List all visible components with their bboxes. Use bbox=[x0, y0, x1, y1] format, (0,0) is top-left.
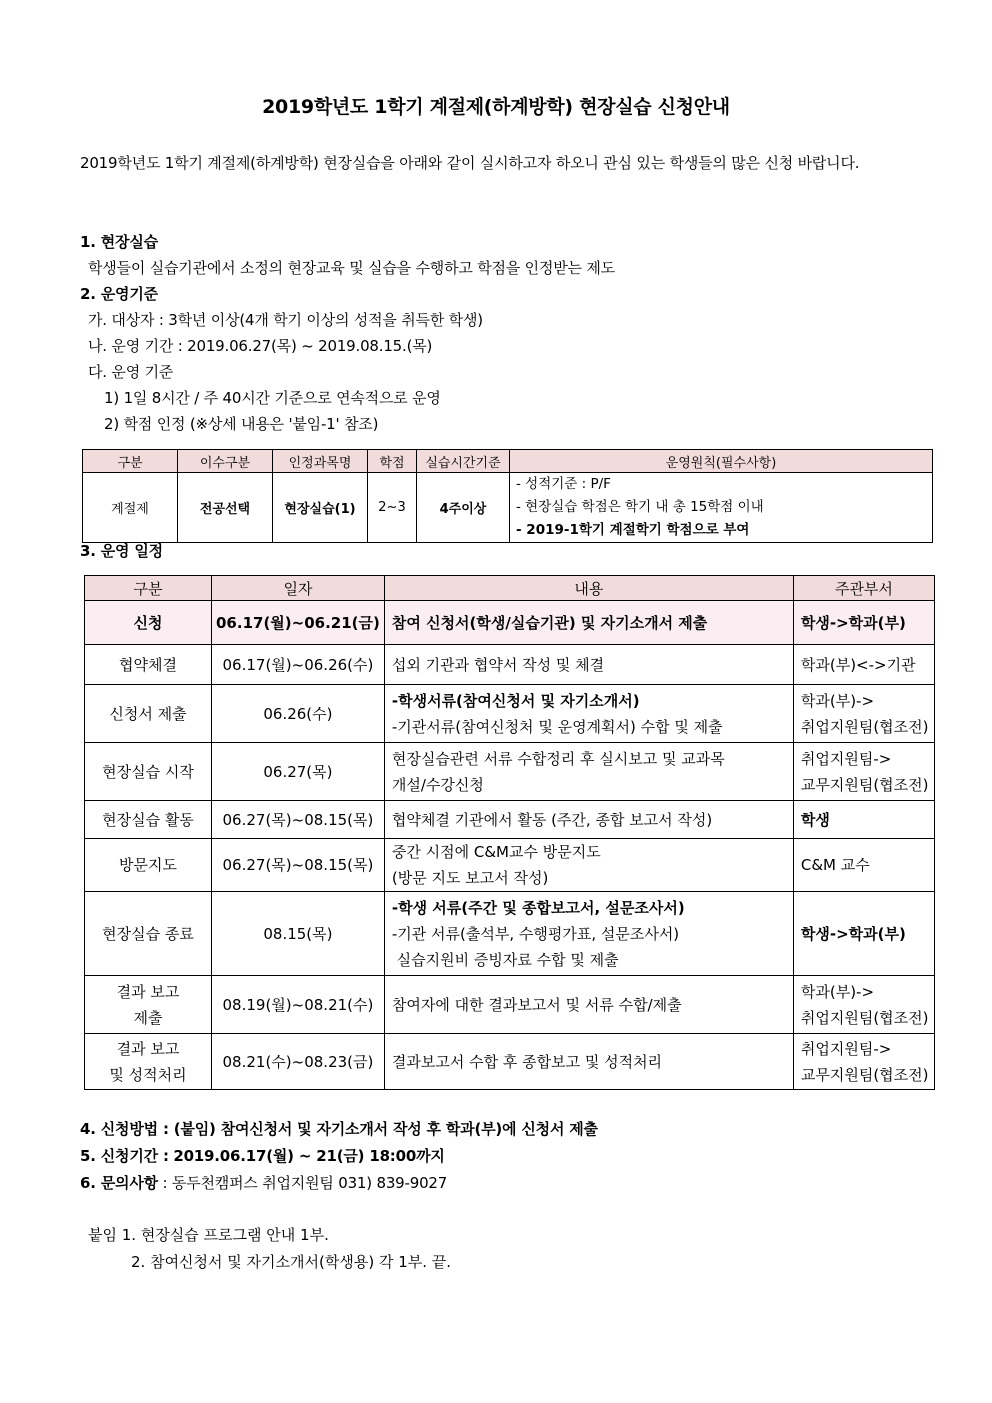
schedule-dept bbox=[793, 839, 934, 892]
schedule-row bbox=[85, 743, 935, 801]
schedule-gubun-line: 결과 보고 bbox=[116, 1039, 180, 1058]
credit-header-cell: 실습시간기준 bbox=[417, 450, 510, 473]
schedule-date: 06.17(월)~06.26(수) bbox=[212, 645, 385, 685]
credit-table-row bbox=[83, 473, 933, 543]
schedule-dept-line: 학과(부)<->기관 bbox=[800, 655, 916, 674]
document-title: 2019학년도 1학기 계절제(하계방학) 현장실습 신청안내 bbox=[262, 96, 730, 118]
schedule-content-line: -학생 서류(주간 및 종합보고서, 설문조사서) bbox=[391, 898, 685, 917]
schedule-content-line: (방문 지도 보고서 작성) bbox=[391, 869, 549, 887]
section-4-label: 4. 신청방법 : bbox=[80, 1120, 169, 1138]
schedule-dept bbox=[793, 892, 934, 976]
schedule-row bbox=[85, 1034, 935, 1090]
schedule-dept bbox=[793, 601, 934, 645]
schedule-row bbox=[85, 892, 935, 976]
credit-rule-3: - 2019-1학기 계절학기 학점으로 부여 bbox=[516, 522, 750, 538]
schedule-date: 06.17(월)~06.21(금) bbox=[212, 601, 385, 645]
schedule-row bbox=[85, 801, 935, 839]
schedule-content bbox=[384, 685, 793, 743]
schedule-dept-line: 학생 bbox=[800, 810, 830, 829]
schedule-content-line: -기관 서류(출석부, 수행평가표, 설문조사서) bbox=[391, 924, 680, 943]
schedule-row bbox=[85, 685, 935, 743]
section-5-value: 2019.06.17(월) ~ 21(금) 18:00까지 bbox=[173, 1147, 445, 1165]
schedule-content bbox=[384, 801, 793, 839]
attachment-line-1: 붙임 1. 현장실습 프로그램 안내 1부. bbox=[88, 1226, 329, 1244]
schedule-content-line: 협약체결 기관에서 활동 (주간, 종합 보고서 작성) bbox=[391, 810, 713, 829]
schedule-content-line: 섭외 기관과 협약서 작성 및 체결 bbox=[391, 655, 605, 674]
section-4-value: (붙임) 참여신청서 및 자기소개서 작성 후 학과(부)에 신청서 제출 bbox=[173, 1120, 598, 1138]
schedule-gubun-line: 결과 보고 bbox=[116, 982, 180, 1001]
schedule-content-line: 실습지원비 증빙자료 수합 및 제출 bbox=[391, 950, 619, 969]
credit-table-header bbox=[83, 450, 933, 473]
section-2-na: 나. 운영 기간 : 2019.06.27(목) ~ 2019.08.15.(목) bbox=[88, 337, 433, 355]
schedule-gubun bbox=[85, 801, 212, 839]
schedule-header-cell: 구분 bbox=[85, 576, 212, 601]
schedule-gubun bbox=[85, 1034, 212, 1090]
schedule-dept-line: 교무지원팀(협조전) bbox=[800, 775, 929, 794]
schedule-dept-line: 취업지원팀-> bbox=[800, 749, 892, 768]
section-2-ga: 가. 대상자 : 3학년 이상(4개 학기 이상의 성적을 취득한 학생) bbox=[88, 311, 483, 329]
schedule-content-line: -학생서류(참여신청서 및 자기소개서) bbox=[391, 691, 640, 710]
schedule-gubun-line: 협약체결 bbox=[119, 655, 177, 674]
credit-header-cell: 인정과목명 bbox=[273, 450, 368, 473]
schedule-dept-line: C&M 교수 bbox=[800, 856, 870, 874]
schedule-content-line: 결과보고서 수합 후 종합보고 및 성적처리 bbox=[391, 1052, 663, 1071]
schedule-gubun bbox=[85, 601, 212, 645]
credit-header-cell: 이수구분 bbox=[178, 450, 273, 473]
credit-header-cell: 운영원칙(필수사항) bbox=[510, 450, 933, 473]
schedule-header-cell: 내용 bbox=[384, 576, 793, 601]
section-2-heading: 2. 운영기준 bbox=[80, 285, 158, 303]
schedule-row bbox=[85, 839, 935, 892]
schedule-dept-line: 취업지원팀(협조전) bbox=[800, 1008, 929, 1027]
schedule-gubun bbox=[85, 685, 212, 743]
schedule-gubun-line: 제출 bbox=[133, 1008, 163, 1027]
credit-category: 전공선택 bbox=[178, 473, 273, 543]
schedule-content bbox=[384, 1034, 793, 1090]
credit-table bbox=[82, 449, 933, 543]
schedule-dept-line: 학생->학과(부) bbox=[800, 613, 906, 632]
schedule-date: 06.26(수) bbox=[212, 685, 385, 743]
schedule-dept bbox=[793, 645, 934, 685]
section-1 bbox=[80, 229, 615, 437]
schedule-row bbox=[85, 976, 935, 1034]
schedule-content-line: 중간 시점에 C&M교수 방문지도 bbox=[391, 843, 601, 861]
schedule-content-line: 참여자에 대한 결과보고서 및 서류 수합/제출 bbox=[391, 995, 682, 1014]
schedule-date: 08.19(월)~08.21(수) bbox=[212, 976, 385, 1034]
schedule-dept-line: 학생->학과(부) bbox=[800, 924, 906, 943]
schedule-dept bbox=[793, 1034, 934, 1090]
credit-type: 계절제 bbox=[83, 473, 178, 543]
schedule-content-line: 참여 신청서(학생/실습기관) 및 자기소개서 제출 bbox=[391, 613, 708, 632]
attachment-line-2: 2. 참여신청서 및 자기소개서(학생용) 각 1부. 끝. bbox=[131, 1253, 452, 1271]
schedule-header-cell: 일자 bbox=[212, 576, 385, 601]
schedule-gubun bbox=[85, 743, 212, 801]
schedule-row bbox=[85, 601, 935, 645]
schedule-gubun bbox=[85, 645, 212, 685]
schedule-content bbox=[384, 839, 793, 892]
schedule-gubun-line: 현장실습 시작 bbox=[102, 762, 194, 781]
credit-credits: 2~3 bbox=[368, 473, 417, 543]
schedule-gubun bbox=[85, 839, 212, 892]
intro-paragraph: 2019학년도 1학기 계절제(하계방학) 현장실습을 아래와 같이 실시하고자 하오니 관심 있는 학생들의 많은 신청 바랍니다. bbox=[80, 154, 860, 172]
credit-rule-2: - 현장실습 학점은 학기 내 총 15학점 이내 bbox=[516, 499, 764, 515]
schedule-dept-line: 교무지원팀(협조전) bbox=[800, 1065, 929, 1084]
schedule-date: 06.27(목) bbox=[212, 743, 385, 801]
schedule-content bbox=[384, 743, 793, 801]
schedule-gubun bbox=[85, 892, 212, 976]
credit-hours: 4주이상 bbox=[417, 473, 510, 543]
schedule-dept bbox=[793, 685, 934, 743]
credit-header-cell: 구분 bbox=[83, 450, 178, 473]
schedule-content bbox=[384, 976, 793, 1034]
schedule-gubun-line: 신청서 제출 bbox=[109, 704, 187, 723]
schedule-content bbox=[384, 645, 793, 685]
schedule-gubun-line: 현장실습 종료 bbox=[102, 924, 194, 943]
section-3-heading: 3. 운영 일정 bbox=[80, 542, 163, 560]
schedule-content-line: 현장실습관련 서류 수합정리 후 실시보고 및 교과목 bbox=[391, 749, 725, 768]
schedule-content bbox=[384, 892, 793, 976]
credit-course: 현장실습(1) bbox=[273, 473, 368, 543]
schedule-date: 08.21(수)~08.23(금) bbox=[212, 1034, 385, 1090]
schedule-gubun-line: 방문지도 bbox=[119, 856, 177, 874]
section-1-body: 학생들이 실습기관에서 소정의 현장교육 및 실습을 수행하고 학점을 인정받는 제도 bbox=[88, 259, 615, 277]
schedule-gubun bbox=[85, 976, 212, 1034]
attachments bbox=[88, 1222, 451, 1276]
credit-header-cell: 학점 bbox=[368, 450, 417, 473]
schedule-gubun-line: 신청 bbox=[133, 613, 163, 632]
schedule-header-cell: 주관부서 bbox=[793, 576, 934, 601]
section-5 bbox=[80, 1143, 598, 1170]
section-5-label: 5. 신청기간 : bbox=[80, 1147, 169, 1165]
schedule-content-line: 개설/수강신청 bbox=[391, 775, 484, 794]
schedule-date: 08.15(목) bbox=[212, 892, 385, 976]
schedule-table bbox=[84, 575, 935, 1090]
schedule-content-line: -기관서류(참여신청처 및 운영계획서) 수합 및 제출 bbox=[391, 717, 723, 736]
schedule-date: 06.27(목)~08.15(목) bbox=[212, 801, 385, 839]
schedule-gubun-line: 현장실습 활동 bbox=[102, 810, 194, 829]
section-2-d1: 1) 1일 8시간 / 주 40시간 기준으로 연속적으로 운영 bbox=[104, 389, 441, 407]
section-6-value: : 동두천캠퍼스 취업지원팀 031) 839-9027 bbox=[162, 1174, 448, 1192]
schedule-body bbox=[85, 601, 935, 1090]
schedule-dept bbox=[793, 801, 934, 839]
schedule-date: 06.27(목)~08.15(목) bbox=[212, 839, 385, 892]
credit-rule-1: - 성적기준 : P/F bbox=[516, 476, 611, 492]
schedule-gubun-line: 및 성적처리 bbox=[109, 1065, 187, 1084]
bottom-sections bbox=[80, 1116, 598, 1197]
schedule-dept-line: 취업지원팀(협조전) bbox=[800, 717, 929, 736]
section-2-d2: 2) 학점 인정 (※상세 내용은 '붙임-1' 참조) bbox=[104, 415, 379, 433]
schedule-row bbox=[85, 645, 935, 685]
credit-rules bbox=[510, 473, 933, 543]
schedule-dept bbox=[793, 976, 934, 1034]
schedule-dept-line: 학과(부)-> bbox=[800, 691, 875, 710]
schedule-content bbox=[384, 601, 793, 645]
section-2-da: 다. 운영 기준 bbox=[88, 363, 174, 381]
schedule-dept bbox=[793, 743, 934, 801]
section-6-label: 6. 문의사항 bbox=[80, 1174, 158, 1192]
section-4 bbox=[80, 1116, 598, 1143]
section-6 bbox=[80, 1170, 598, 1197]
schedule-header bbox=[85, 576, 935, 601]
section-1-heading: 1. 현장실습 bbox=[80, 233, 158, 251]
schedule-dept-line: 취업지원팀-> bbox=[800, 1039, 892, 1058]
schedule-dept-line: 학과(부)-> bbox=[800, 982, 875, 1001]
